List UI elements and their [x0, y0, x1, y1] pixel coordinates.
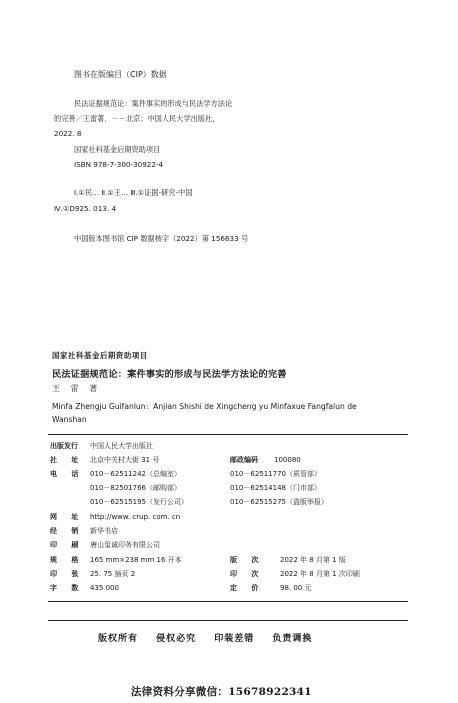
series-name: 国家社科基金后期资助项目 [52, 351, 148, 360]
address: 北京中关村大街 31 号 [90, 456, 160, 464]
divider-middle [48, 601, 408, 602]
cip-classification: Ⅰ.①民… Ⅱ.①王… Ⅲ.①证据-研究-中国 [74, 188, 193, 197]
seller: 新华书店 [90, 527, 118, 535]
divider-top [48, 434, 408, 435]
edition-row [230, 555, 346, 565]
spec: 165 mm×238 mm 16 开本 [90, 556, 182, 564]
phone: 010－82501766（邮购部） [90, 484, 181, 492]
printer: 唐山玺诚印务有限公司 [90, 541, 160, 549]
words-row [50, 583, 119, 593]
phone-label: 电 话 [50, 470, 85, 478]
phone: 010－62515195（发行公司） [90, 498, 188, 506]
cip-heading: 图书在版编目（CIP）数据 [74, 70, 167, 79]
print: 2022 年 8 月第 1 次印刷 [280, 570, 360, 578]
publisher: 中国人民大学出版社 [90, 442, 153, 450]
edition-label: 版 次 [230, 556, 265, 564]
edition: 2022 年 8 月第 1 版 [280, 556, 346, 564]
spec-label: 规 格 [50, 556, 85, 564]
cip-line: 国家社科基金后期资助项目 [74, 145, 161, 154]
printer-label: 印 刷 [50, 541, 85, 549]
sheets: 25. 75 插页 2 [90, 570, 136, 578]
pinyin-title: Wanshan [52, 415, 87, 424]
print-row [230, 569, 360, 579]
printer-row [50, 540, 160, 550]
pinyin-title: Minfa Zhengju Guifanlun：Anjian Shishi de Xingcheng yu Minfaxue Fangfalun de [52, 402, 357, 411]
website-link[interactable]: http://www. crup. com. cn [90, 513, 181, 521]
words-label: 字 数 [50, 584, 85, 592]
cip-classification: Ⅳ.①D925. 013. 4 [54, 204, 117, 213]
publisher-row [50, 441, 153, 451]
footer-contact: 法律资料分享微信：15678922341 [131, 686, 312, 698]
seller-label: 经 销 [50, 527, 85, 535]
postcode: 100080 [274, 456, 301, 464]
cip-isbn: ISBN 978-7-300-30922-4 [74, 160, 164, 169]
publisher-label: 出版发行 [50, 442, 78, 450]
cip-line: 民法证据规范论：案件事实的形成与民法学方法论 [74, 99, 233, 108]
address-row [50, 455, 159, 465]
cip-record-number: 中国版本图书馆 CIP 数据核字（2022）第 156633 号 [74, 234, 249, 243]
website-row [50, 512, 180, 522]
price: 98. 00 元 [280, 584, 312, 592]
postcode-label: 邮政编码 [230, 456, 258, 464]
author: 王 雷 著 [52, 384, 102, 393]
postcode-row [230, 455, 301, 465]
book-title: 民法证据规范论：案件事实的形成与民法学方法论的完善 [52, 369, 287, 380]
rights-statement: 版权所有 侵权必究 印装差错 负责调换 [98, 634, 313, 644]
phone: 010－62511242（总编室） [90, 470, 181, 478]
price-row [230, 583, 312, 593]
seller-row [50, 526, 118, 536]
phone-row [50, 469, 181, 479]
phone: 010－62514148（门市部） [230, 484, 321, 492]
phone: 010－62515275（盗版举报） [230, 498, 328, 506]
phone: 010－62511770（质管部） [230, 470, 321, 478]
sheets-row [50, 569, 135, 579]
words: 435 000 [90, 584, 119, 592]
sheets-label: 印 张 [50, 570, 85, 578]
print-label: 印 次 [230, 570, 265, 578]
cip-line: 2022. 8 [54, 129, 82, 138]
price-label: 定 价 [230, 584, 265, 592]
cip-line: 的完善／王雷著．－－北京：中国人民大学出版社， [54, 114, 220, 123]
address-label: 社 址 [50, 456, 85, 464]
website-label: 网 址 [50, 513, 85, 521]
spec-row [50, 555, 182, 565]
divider-bottom [48, 620, 408, 621]
